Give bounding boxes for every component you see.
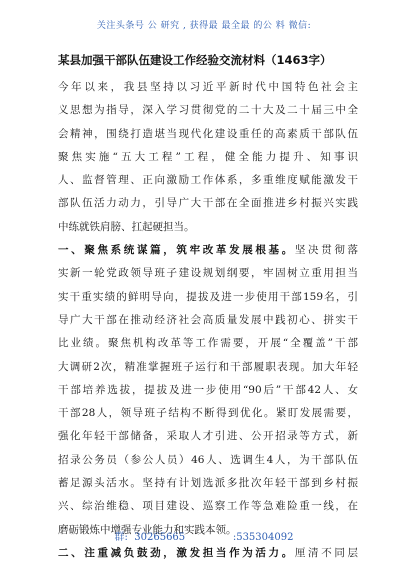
body-line: 聚焦实施“五大工程”工程，健全能力提升、知事识 <box>58 150 358 163</box>
body-line: 会精神，围绕打造堪当现代化建设重任的高素质干部队伍 <box>58 127 358 140</box>
body-line: 比业绩。聚焦机构改革等工作需要，开展“全覆盖”干部 <box>58 337 358 350</box>
section-heading: 一、聚焦系统谋篇，筑牢改革发展根基。 <box>58 244 295 257</box>
header-watermark: 关注头条号 公 研究 , 获得最 最全最 的公 料 微信: <box>96 21 312 31</box>
body-line: 磨砺锻炼中增强专业能力和实践本领。 <box>58 523 237 536</box>
section-heading: 二、注重减负鼓劲，激发担当作为活力。 <box>58 546 295 559</box>
body-line: 实新一轮党政领导班子建设规划纲要，牢固树立重用担当 <box>58 267 358 280</box>
body-line: 大调研2次，精准掌握班子运行和干部履职表现。加大年轻 <box>58 360 358 373</box>
section-heading-continuation: 坚决贯彻落 <box>294 244 358 257</box>
body-line: 今年以来，我县坚持以习近平新时代中国特色社会主 <box>58 81 358 93</box>
body-line: 人、监督管理、正向激励工作体系，多重维度赋能激发干 <box>58 174 358 187</box>
body-line: 强化年轻干部储备，采取人才引进、公开招录等方式，新 <box>58 430 358 443</box>
document-body <box>58 76 358 565</box>
body-line: 干部培养选拔，提拔及进一步使用“90后”干部42人、女 <box>58 383 358 396</box>
body-line: 导广大干部在推动经济社会高质量发展中践初心、拼实干 <box>58 313 358 326</box>
body-line: 招录公务员（参公人员）46人、选调生4人，为干部队伍 <box>58 453 358 466</box>
document-title: 某县加强干部队伍建设工作经验交流材料（1463字） <box>58 53 332 67</box>
body-line: 干部28人，领导班子结构不断得到优化。紧盯发展需要， <box>58 407 358 420</box>
body-line: 实干重实绩的鲜明导向，提拔及进一步使用干部159名，引 <box>58 290 358 303</box>
footer-watermark: 群: 30265665 :535304092 <box>114 532 294 543</box>
body-line: 中练就铁肩膀、扛起硬担当。 <box>58 220 195 233</box>
body-line: 部队伍活力动力，引导广大干部在全面推进乡村振兴实践 <box>58 197 358 210</box>
body-line: 义思想为指导，深入学习贯彻党的二十大及二十届三中全 <box>58 104 358 117</box>
section-heading-line <box>58 239 358 262</box>
section-heading-line <box>58 542 358 565</box>
section-heading-continuation: 厘清不同层 <box>294 546 358 559</box>
body-line: 兴、综治维稳、项目建设、巡察工作等急难险重一线，在 <box>58 500 358 513</box>
body-line: 蓄足源头活水。坚持有计划选派多批次年轻干部到乡村振 <box>58 477 358 490</box>
